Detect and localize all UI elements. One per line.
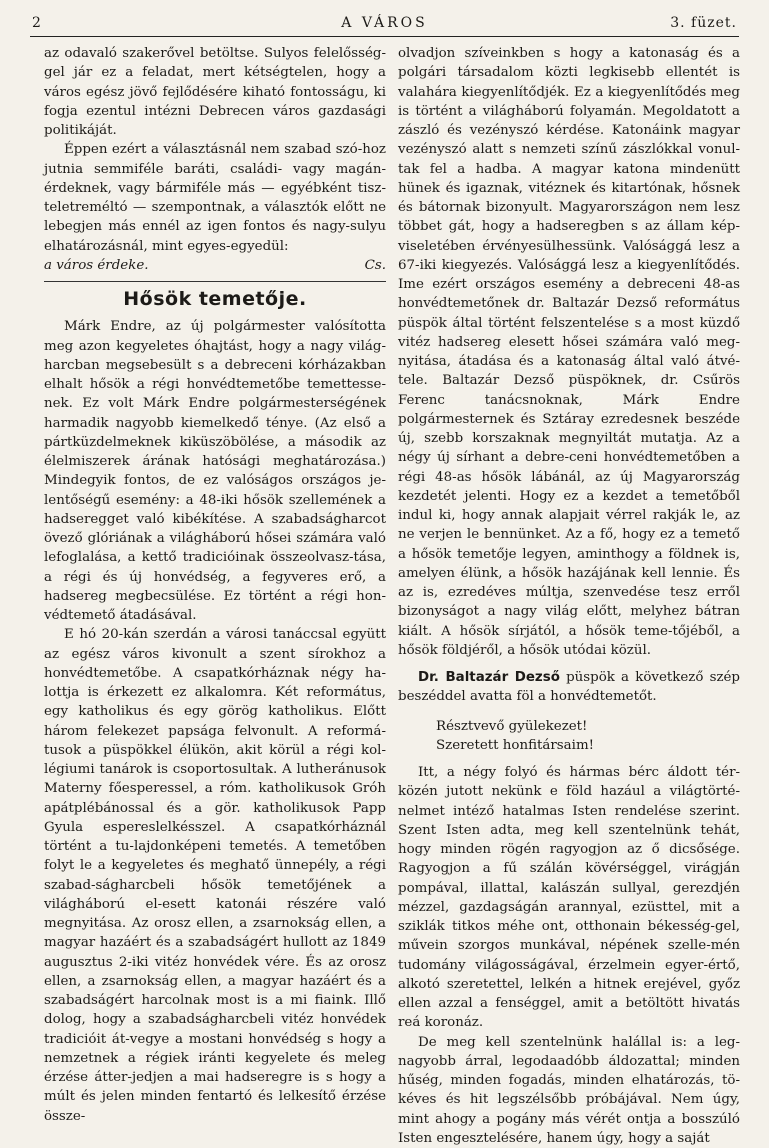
- intro-paragraph: Éppen ezért a választásnál nem szabad szó-hoz jutnia semmiféle baráti, családi- vagy magán-érdeknek, vagy bármiféle más — egyébként tisz-teletreméltó — szempontnak, a választók előtt ne lebegjen más ennél az igen fontos és nagy-sulyu elhatározásnál, mint egyes-egyedül:: [44, 140, 386, 256]
- speech-intro: [398, 668, 740, 707]
- speech-paragraph: Itt, a négy folyó és hármas bérc áldott tér-közén jutott nekünk e föld hazául a világtörté-nelmet intéző hatalmas Isten rendelése szerint. Szent Isten adta, meg kell szentelnünk tehát, hogy minden rögén ragyogjon az ő dicsősége. Ragyogjon a fű szálán kövérséggel, virágján pompával, illattal, kalászán sullyal, gerezdjén mézzel, gazdagságán arannyal, ezüsttel, mit a sziklák titkos méhe ont, otthonain békesség-gel, művein szorgos munkával, népének szelle-mén tudomány világosságával, érzelmein egyer-értő, alkotó szeretettel, lelkén a hitnek erejével, győz ellen azzal a fenséggel, amit a betöltött hivatás reá koronáz.: [398, 763, 740, 1033]
- left-column: [44, 44, 386, 1126]
- section-title: Hősök temetője.: [44, 290, 386, 309]
- closing-italic: a város érdeke.: [44, 256, 149, 275]
- greeting-line: Résztvevő gyülekezet!: [398, 717, 740, 736]
- speaker-intro-text: püspök a következő szép beszéddel avatta föl a honvédtemetőt.: [398, 670, 740, 704]
- closing-line: [44, 256, 386, 275]
- speaker-name: Dr. Baltazár Dezső: [418, 670, 560, 685]
- section-divider: [44, 281, 386, 282]
- journal-title: A VÁROS: [30, 15, 739, 31]
- article-paragraph: E hó 20-kán szerdán a városi tanáccsal együtt az egész város kivonult a szent sírokhoz a honvédtemetőbe. A csapatkórháznak négy ha-lottja is érkezett ez alkalomra. Két református, egy katholikus és egy görög katholikus. Előtt három felekezet papsága felvonult. A reformá-tusok a püspökkel élükön, akit körül a régi kol-légiumi tanárok is csoportosultak. A lutheránusok Materny főesperessel, a róm. katholikusok Gróh apátplébánossal és a gör. katholikusok Papp Gyula espereslelkésszel. A csapatkórháznál történt a tu-lajdonképeni temetés. A temetőben folyt le a kegyeletes és meghatő ünnepély, a régi szabad-ságharcbeli hősök temetőjének a világháború el-esett katonái részére való megnyitása. Az orosz ellen, a zsarnokság ellen, a magyar hazáért és a szabadságért hullott az 1849 augusztus 2-iki vitéz honvédek vére. És az orosz ellen, a zsarnokság ellen, a magyar hazáért és a szabadságért harcolnak most is a mi fiaink. Illő dolog, hogy a szabadságharcbeli vitéz honvédek tradicióit át-vegye a mostani honvédség s hogy a nemzetnek a régiek iránti kegyelete és meleg érzése átter-jedjen a mai hadseregre is s hogy a múlt és jelen minden fentartó és lelkesítő érzése össze-: [44, 625, 386, 1126]
- article-paragraph: olvadjon szíveinkben s hogy a katonaság és a polgári társadalom közti legkisebb ellentét is valahára kiegyenlítődjék. Ez a kiegyenlítődés meg is történt a világháború folyamán. Megoldatott a zászló és vezényszó kérdése. Katonáink magyar vezényszó alatt s nemzeti színű zászlókkal vonul-tak fel a hadba. A magyar katona mindenütt hünek és igaznak, vitéznek és kitartónak, hősnek és bátornak bizonyult. Magyarországon nem lesz többet gát, hogy a hadseregben s az állam kép-viseletében érvényesülhessünk. Valósággá lesz a 67-iki kiegyezés. Valósággá lesz a kiegyenlítődés. Ime ezért országos esemény a debreceni 48-as honvédtemetőnek dr. Baltazár Dezső református püspök által történt felszentelése s a most küzdő vitéz hadsereg elesett hősei számára való meg-nyitása, átadása és a katonaság által való átvé-tele. Baltazár Dezső püspöknek, dr. Csűrös Ferenc tanácsnoknak, Márk Endre polgármesternek és Sztáray ezredesnek beszéde új, szebb korszaknak megnyiltát mutatja. Az a négy új sírhant a debre-ceni honvédtemetőben a régi 48-as hősök lábánál, az új Magyarország kezdetét jelenti. Hogy ez a kezdet a temetőből indul ki, hogy annak alapjait vérrel rakják le, az ne verjen le bennünket. Az a fő, hogy ez a temető a hősök temetője legyen, aminthogy a földnek is, amelyen élünk, a hősök hazájának kell lennie. És az is, ezredéves múltja, szenvedése tesz erről bizonyságot a nagy világ előtt, melyhez bátran kiált. A hősök sírjától, a hősök teme-tőjéből, a hősök földjéről, a hősök utódai közül.: [398, 44, 740, 660]
- signature: Cs.: [365, 256, 386, 275]
- page-number: 2: [32, 15, 42, 31]
- right-column: [398, 44, 740, 1148]
- intro-paragraph: az odavaló szakerővel betöltse. Sulyos felelősség-gel jár ez a feladat, mert kétségtelen, hogy a város egész jövő fejlődésére kiható fontosságu, ki fogja ezentul intézni Debrecen város gazdasági politikáját.: [44, 44, 386, 140]
- article-paragraph: Márk Endre, az új polgármester valósította meg azon kegyeletes óhajtást, hogy a nagy világ-harcban megsebesült s a debreceni kórházakban elhalt hősök a régi honvédtemetőbe temettesse-nek. Ez volt Márk Endre polgármesterségének harmadik nagyobb kiemelkedő ténye. (Az első a pártküzdelmeknek kiküszöbölése, a második az élelmiszerek árának hatósági meghatározása.) Mindegyik fontos, de ez valóságos országos je-lentőségű esemény: a 48-iki hősök szellemének a hadseregget való kibékítése. A szabadságharcot övező glóriának a világháború hősei számára való lefoglalása, a kettő tradicióinak összeolvasz-tása, a régi és új honvédség, a fegyveres erő, a hadsereg megbecsülése. Ez történt a régi hon-védtemető átadásával.: [44, 317, 386, 625]
- greeting-line: Szeretett honfitársaim!: [398, 736, 740, 755]
- speech-paragraph: De meg kell szentelnünk halállal is: a leg-nagyobb árral, legodaadóbb áldozattal; minden hűség, minden fogadás, minden elhatározás, tö-kéves és hit legszélsőbb próbájával. Nem úgy, mint ahogy a pogány más vérét ontja a bosszúló Isten engesztelésére, hanem úgy, hogy a saját: [398, 1033, 740, 1148]
- issue-number: 3. füzet.: [670, 15, 737, 31]
- running-head: [30, 12, 739, 37]
